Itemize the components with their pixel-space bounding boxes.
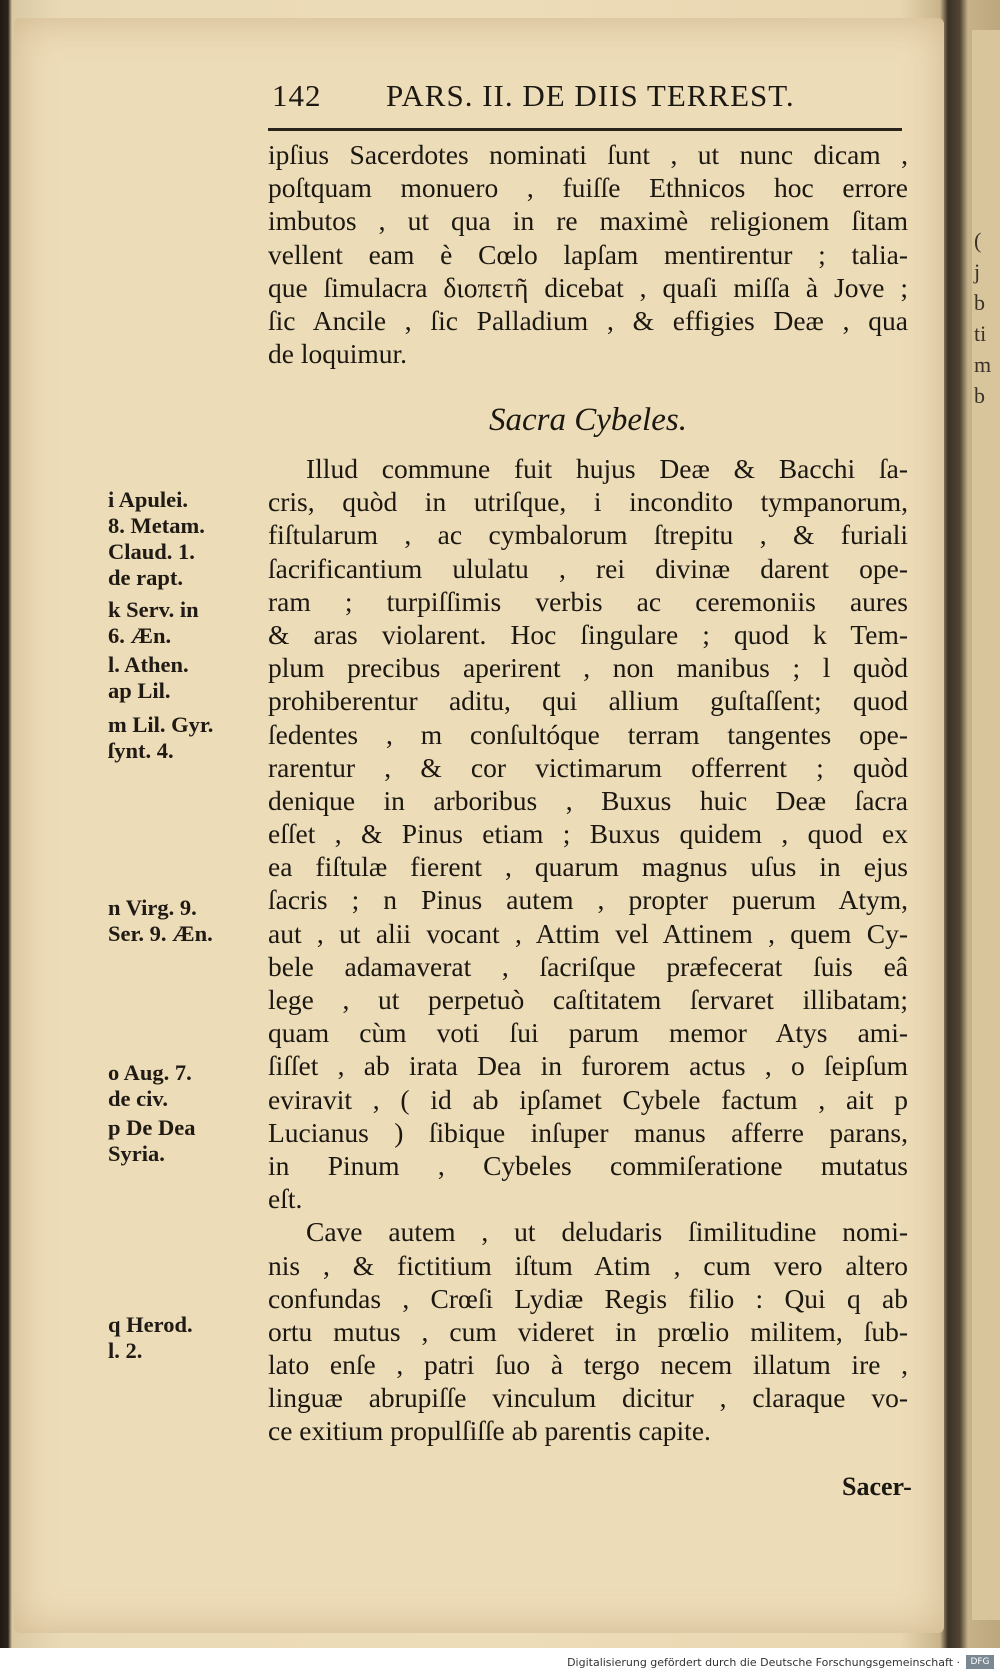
margin-line: l. 2.: [108, 1338, 143, 1363]
text-block-main: [268, 452, 908, 1448]
margin-line: i Apulei.: [108, 487, 189, 512]
margin-line: de rapt.: [108, 565, 183, 590]
text-line: nis , & fictitium iſtum Atim , cum vero altero: [268, 1249, 908, 1281]
margin-line: l. Athen.: [108, 652, 189, 677]
text-line: aut , ut alii vocant , Attim vel Attinem , quem Cy-: [268, 917, 908, 949]
margin-line: o Aug. 7.: [108, 1060, 192, 1085]
section-heading: Sacra Cybeles.: [489, 402, 687, 438]
text-line: ſacris ; n Pinus autem , propter puerum Atym,: [268, 884, 908, 916]
text-line: poſtquam monuero , fuiſſe Ethnicos hoc errore: [268, 172, 908, 204]
text-line: ram ; turpiſſimis verbis ac ceremoniis aures: [268, 585, 908, 617]
text-line: denique in arboribus , Buxus huic Deæ ſacra: [268, 784, 908, 816]
fragment: m: [974, 352, 992, 377]
text-line: ortu mutus , cum videret in prœlio militem, ſub-: [268, 1315, 908, 1347]
text-line: ce exitium propulſiſſe ab parentis capite.: [268, 1415, 711, 1447]
running-title: PARS. II. DE DIIS TERREST.: [386, 78, 795, 113]
digitization-footer: [0, 1648, 1000, 1677]
facing-page-fragments: [974, 225, 998, 411]
text-line: plum precibus aperirent , non manibus ; l quòd: [268, 652, 908, 684]
margin-line: 6. Æn.: [108, 623, 172, 648]
footer-credit: Digitalisierung gefördert durch die Deutsche Forschungsgemeinschaft ·: [567, 1656, 960, 1669]
catchword: Sacer-: [842, 1472, 912, 1501]
dfg-logo: DFG: [966, 1655, 994, 1669]
text-line: vellent eam è Cœlo lapſam mentirentur ; talia-: [268, 238, 908, 270]
margin-note-aug: [108, 1060, 268, 1112]
text-line: imbutos , ut qua in re maximè religionem ſitam: [268, 205, 908, 237]
text-line: ea fiſtulæ fierent , quarum magnus uſus in ejus: [268, 851, 908, 883]
text-line: lege , ut perpetuò caſtitatem ſervaret illibatam;: [268, 984, 908, 1015]
margin-line: k Serv. in: [108, 597, 199, 622]
margin-line: n Virg. 9.: [108, 895, 197, 920]
margin-line: Syria.: [108, 1141, 165, 1166]
fragment: j: [974, 259, 981, 284]
page-number: 142: [272, 78, 322, 113]
margin-line: 8. Metam.: [108, 513, 205, 538]
text-line: bele adamaverat , ſacriſque præfecerat ſuis eâ: [268, 950, 908, 982]
margin-line: ap Lil.: [108, 678, 171, 703]
margin-note-de-dea: [108, 1115, 268, 1167]
fragment: b: [974, 290, 985, 315]
text-line: eſt.: [268, 1183, 303, 1215]
text-line: Lucianus ) ſibique inſuper manus afferre parans,: [268, 1116, 908, 1148]
text-line: lato enſe , patri ſuo à tergo necem illatum ire ,: [268, 1349, 908, 1381]
text-line: rarentur , & cor victimarum offerrent ; quòd: [268, 751, 908, 783]
text-line: ſacrificantium ululatu , rei divinæ darent ope-: [268, 552, 908, 584]
margin-note-athen: [108, 652, 268, 704]
text-line: Cave autem , ut deludaris ſimilitudine nomi-: [306, 1216, 908, 1248]
text-line: confundas , Crœſi Lydiæ Regis filio : Qui q ab: [268, 1282, 908, 1314]
text-line: prohiberentur aditu, qui allium guſtaſſent; quod: [268, 685, 908, 717]
margin-line: q Herod.: [108, 1312, 193, 1337]
margin-line: Ser. 9. Æn.: [108, 921, 213, 946]
text-line: fiſtularum , ac cymbalorum ſtrepitu , & furiali: [268, 519, 908, 551]
text-block-top: [268, 138, 908, 370]
text-line: ſic Ancile , ſic Palladium , & effigies Deæ , qua: [268, 304, 908, 336]
margin-note-herod: [108, 1312, 268, 1364]
text-line: de loquimur.: [268, 338, 408, 370]
fragment: b: [974, 383, 985, 408]
text-line: in Pinum , Cybeles commiſeratione mutatus: [268, 1149, 908, 1181]
text-line: cris, quòd in utriſque, i incondito tympanorum,: [268, 486, 908, 518]
margin-line: ſynt. 4.: [108, 738, 174, 763]
margin-note-serv: [108, 597, 268, 649]
margin-note-apulei: [108, 487, 268, 591]
text-line: que ſimulacra διοπετῆ dicebat , quaſi miſſa à Jove ;: [268, 271, 908, 303]
margin-line: p De Dea: [108, 1115, 196, 1140]
text-line: quam cùm voti ſui parum memor Atys ami-: [268, 1017, 908, 1049]
text-line: ſiſſet , ab irata Dea in furorem actus , o ſeipſum: [268, 1050, 908, 1082]
text-line: Illud commune fuit hujus Deæ & Bacchi ſa-: [306, 453, 908, 484]
text-line: ipſius Sacerdotes nominati ſunt , ut nunc dicam ,: [268, 139, 908, 170]
margin-line: de civ.: [108, 1086, 168, 1111]
text-line: linguæ abrupiſſe vinculum dicitur , claraque vo-: [268, 1382, 908, 1414]
fragment: ti: [974, 321, 987, 346]
margin-line: Claud. 1.: [108, 539, 195, 564]
text-line: eſſet , & Pinus etiam ; Buxus quidem , quod ex: [268, 818, 908, 850]
text-line: & aras violarent. Hoc ſingulare ; quod k Tem-: [268, 618, 908, 650]
margin-line: m Lil. Gyr.: [108, 712, 214, 737]
text-line: eviravit , ( id ab ipſamet Cybele factum , ait p: [268, 1083, 908, 1115]
margin-note-virg: [108, 895, 268, 947]
text-line: ſedentes , m conſultóque terram tangentes ope-: [268, 718, 908, 750]
running-header: [272, 78, 812, 118]
header-rule: [268, 128, 902, 131]
margin-note-lil-gyr: [108, 712, 268, 764]
fragment: (: [974, 228, 982, 253]
